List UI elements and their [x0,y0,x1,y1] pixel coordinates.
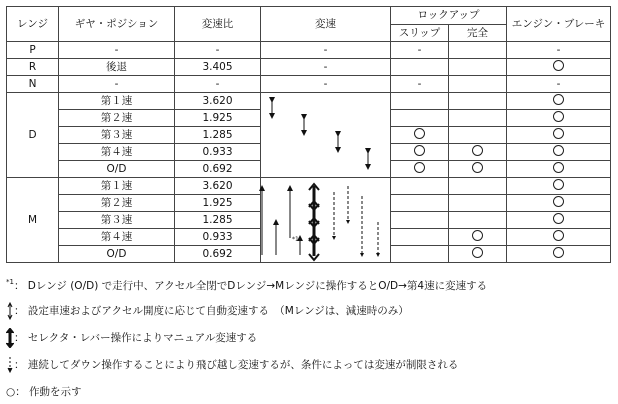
ratio-cell: 3.405 [175,59,261,76]
full-cell [449,42,507,59]
ratio-cell: 1.285 [175,212,261,229]
slip-cell [391,178,449,195]
shift-cell-m [261,178,391,263]
gear-cell: O/D [59,161,175,178]
full-cell [449,229,507,246]
ratio-cell: 1.925 [175,195,261,212]
range-cell-m: M [7,178,59,263]
ratio-cell: - [175,42,261,59]
slip-cell [391,59,449,76]
operating-circle-icon [553,94,564,105]
footnote-mark-m: *1 [292,236,299,243]
full-cell [449,144,507,161]
operating-circle-icon [553,60,564,71]
full-cell [449,127,507,144]
full-cell [449,161,507,178]
header-shift: 変速 [261,7,391,42]
operating-circle-icon [553,196,564,207]
note-3 [6,328,257,348]
gear-cell: 第２速 [59,110,175,127]
header-full: 完全 [449,25,507,42]
operating-circle-icon: ○ [6,386,16,398]
gear-cell: O/D [59,246,175,263]
slip-cell [391,246,449,263]
slip-cell [391,161,449,178]
operating-circle-icon [553,128,564,139]
note-1-text: ： Dレンジ (O/D) で走行中、アクセル全閉でDレンジ→Mレンジに操作するとO/D→第4速に変速する [13,280,488,292]
slip-cell [391,195,449,212]
engine-brake-cell [507,127,611,144]
note-3-text: ： セレクタ・レバー操作によりマニュアル変速する [14,332,258,344]
auto-shift-arrow-icon [6,302,14,320]
slip-cell: - [391,42,449,59]
engine-brake-cell [507,93,611,110]
full-cell [449,212,507,229]
slip-cell [391,212,449,229]
ratio-cell: 0.692 [175,246,261,263]
operating-circle-icon [553,230,564,241]
range-cell: N [7,76,59,93]
engine-brake-cell [507,229,611,246]
full-cell [449,246,507,263]
engine-brake-cell [507,161,611,178]
engine-brake-cell [507,110,611,127]
header-ratio: 変速比 [175,7,261,42]
operating-circle-icon [472,247,483,258]
shift-cell-d [261,93,391,178]
ratio-cell: 1.285 [175,127,261,144]
operating-circle-icon [414,145,425,156]
operating-circle-icon [553,179,564,190]
engine-brake-cell [507,246,611,263]
skip-shift-arrow-icon [6,356,14,374]
table-row [7,178,611,195]
engine-brake-cell [507,144,611,161]
operating-circle-icon [472,162,483,173]
operating-circle-icon [414,162,425,173]
shift-cell: - [261,42,391,59]
ratio-cell: 0.933 [175,229,261,246]
gear-cell: - [59,42,175,59]
operating-circle-icon [414,128,425,139]
gear-cell: 第１速 [59,93,175,110]
slip-cell [391,93,449,110]
operating-circle-icon [472,145,483,156]
note-1 [6,278,487,293]
ratio-cell: 0.933 [175,144,261,161]
full-cell [449,110,507,127]
full-cell [449,195,507,212]
engine-brake-cell [507,212,611,229]
engine-brake-cell [507,195,611,212]
shift-table [6,6,611,263]
slip-cell [391,127,449,144]
ratio-cell: - [175,76,261,93]
engine-brake-cell [507,178,611,195]
slip-cell [391,110,449,127]
header-slip: スリップ [391,25,449,42]
operating-circle-icon [472,230,483,241]
gear-cell: 後退 [59,59,175,76]
full-cell [449,76,507,93]
gear-cell: 第１速 [59,178,175,195]
note-5 [6,384,82,399]
note-2 [6,302,409,320]
header-gear-position: ギヤ・ポジション [59,7,175,42]
ratio-cell: 3.620 [175,178,261,195]
note-2-text: ： 設定車速およびアクセル開度に応じて自動変速する （Mレンジは、減速時のみ） [14,305,409,317]
table-row [7,42,611,59]
range-cell-d: D [7,93,59,178]
note-5-text: ： 作動を示す [15,386,82,398]
table-row [7,76,611,93]
gear-cell: - [59,76,175,93]
engine-brake-cell: - [507,42,611,59]
full-cell [449,178,507,195]
gear-cell: 第３速 [59,127,175,144]
gear-cell: 第４速 [59,144,175,161]
operating-circle-icon [553,247,564,258]
operating-circle-icon [553,213,564,224]
slip-cell [391,144,449,161]
gear-cell: 第２速 [59,195,175,212]
slip-cell: - [391,76,449,93]
ratio-cell: 1.925 [175,110,261,127]
manual-shift-arrow-icon [6,328,14,348]
note-4-text: ： 連続してダウン操作することにより飛び越し変速するが、条件によっては変速が制限される [14,359,459,371]
gear-cell: 第３速 [59,212,175,229]
shift-cell: - [261,59,391,76]
table-row [7,93,611,110]
full-cell [449,59,507,76]
engine-brake-cell: - [507,76,611,93]
ratio-cell: 3.620 [175,93,261,110]
header-lockup: ロックアップ [391,7,507,25]
shift-cell: - [261,76,391,93]
operating-circle-icon [553,162,564,173]
operating-circle-icon [553,145,564,156]
gear-cell: 第４速 [59,229,175,246]
note-1-mark: *1 [6,278,14,286]
full-cell [449,93,507,110]
header-engine-brake: エンジン・ブレーキ [507,7,611,42]
operating-circle-icon [553,111,564,122]
ratio-cell: 0.692 [175,161,261,178]
header-range: レンジ [7,7,59,42]
slip-cell [391,229,449,246]
range-cell: P [7,42,59,59]
engine-brake-cell [507,59,611,76]
range-cell: R [7,59,59,76]
note-4 [6,356,458,374]
table-row [7,59,611,76]
